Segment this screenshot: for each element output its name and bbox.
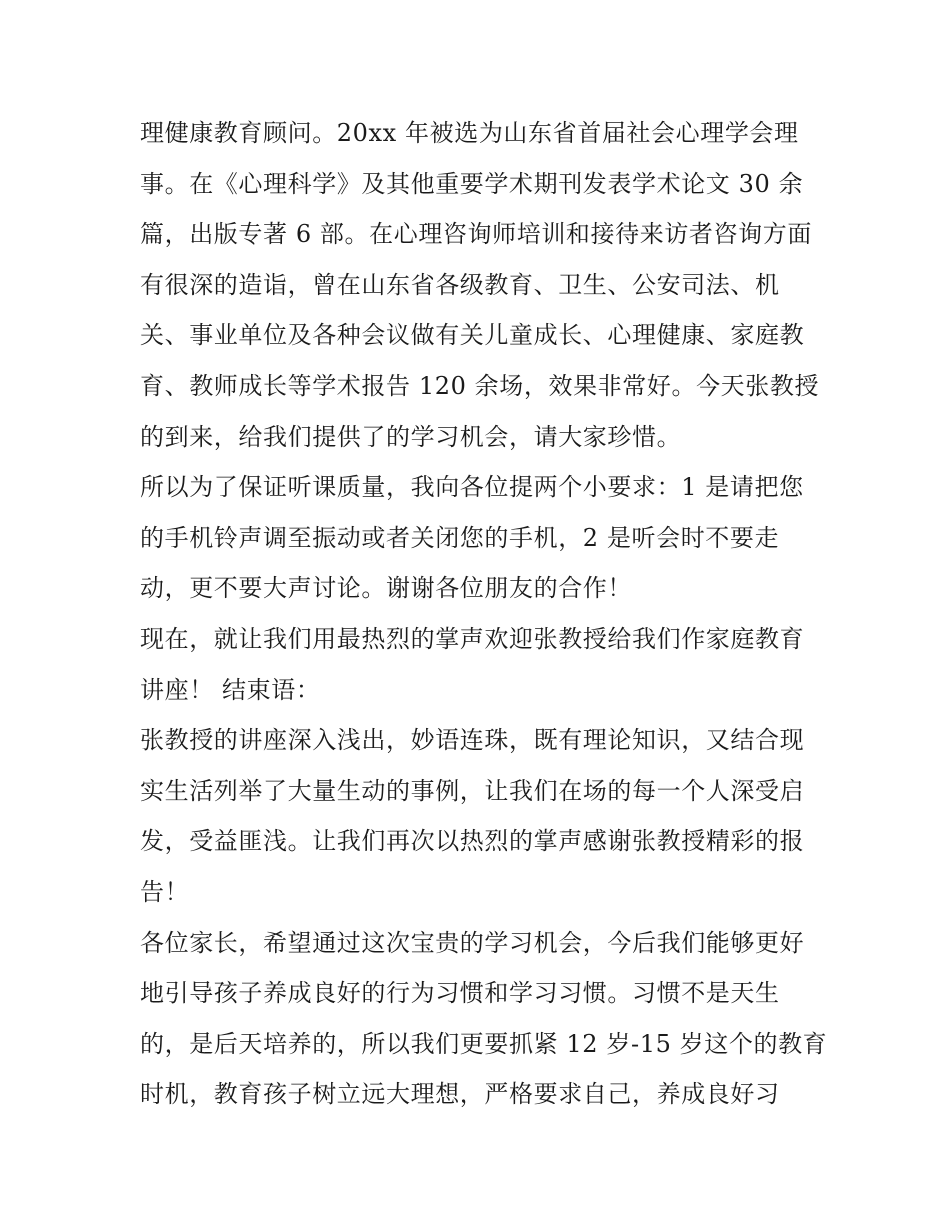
text-line: 各位家长，希望通过这次宝贵的学习机会，今后我们能够更好: [140, 928, 805, 957]
text-line: 时机，教育孩子树立远大理想，严格要求自己，养成良好习: [140, 1080, 780, 1109]
text-line: 地引导孩子养成良好的行为习惯和学习习惯。习惯不是天生: [140, 979, 780, 1008]
text-line: 的，是后天培养的，所以我们更要抓紧 12 岁-15 岁这个的教育: [140, 1029, 828, 1058]
text-line: 所以为了保证听课质量，我向各位提两个小要求：1 是请把您: [140, 473, 804, 502]
text-line: 告！: [140, 877, 190, 906]
text-line: 理健康教育顾问。20xx 年被选为山东省首届社会心理学会理: [140, 119, 799, 147]
text-line: 篇，出版专著 6 部。在心理咨询师培训和接待来访者咨询方面: [140, 220, 812, 249]
text-line: 发，受益匪浅。让我们再次以热烈的掌声感谢张教授精彩的报: [140, 827, 805, 856]
document-body: [140, 108, 828, 1120]
text-line: 关、事业单位及各种会议做有关儿童成长、心理健康、家庭教: [140, 321, 805, 350]
text-line: 现在，就让我们用最热烈的掌声欢迎张教授给我们作家庭教育: [140, 624, 805, 653]
text-line: 动，更不要大声讨论。谢谢各位朋友的合作！: [140, 574, 632, 603]
text-line: 有很深的造诣，曾在山东省各级教育、卫生、公安司法、机: [140, 270, 780, 299]
text-line: 讲座！ 结束语：: [140, 675, 321, 704]
text-line: 事。在《心理科学》及其他重要学术期刊发表学术论文 30 余: [140, 169, 804, 198]
text-line: 育、教师成长等学术报告 120 余场，效果非常好。今天张教授: [140, 371, 820, 400]
text-line: 张教授的讲座深入浅出，妙语连珠，既有理论知识，又结合现: [140, 726, 805, 755]
text-line: 的到来，给我们提供了的学习机会，请大家珍惜。: [140, 422, 682, 451]
text-line: 实生活列举了大量生动的事例，让我们在场的每一个人深受启: [140, 776, 805, 805]
text-line: 的手机铃声调至振动或者关闭您的手机，2 是听会时不要走: [140, 523, 780, 552]
